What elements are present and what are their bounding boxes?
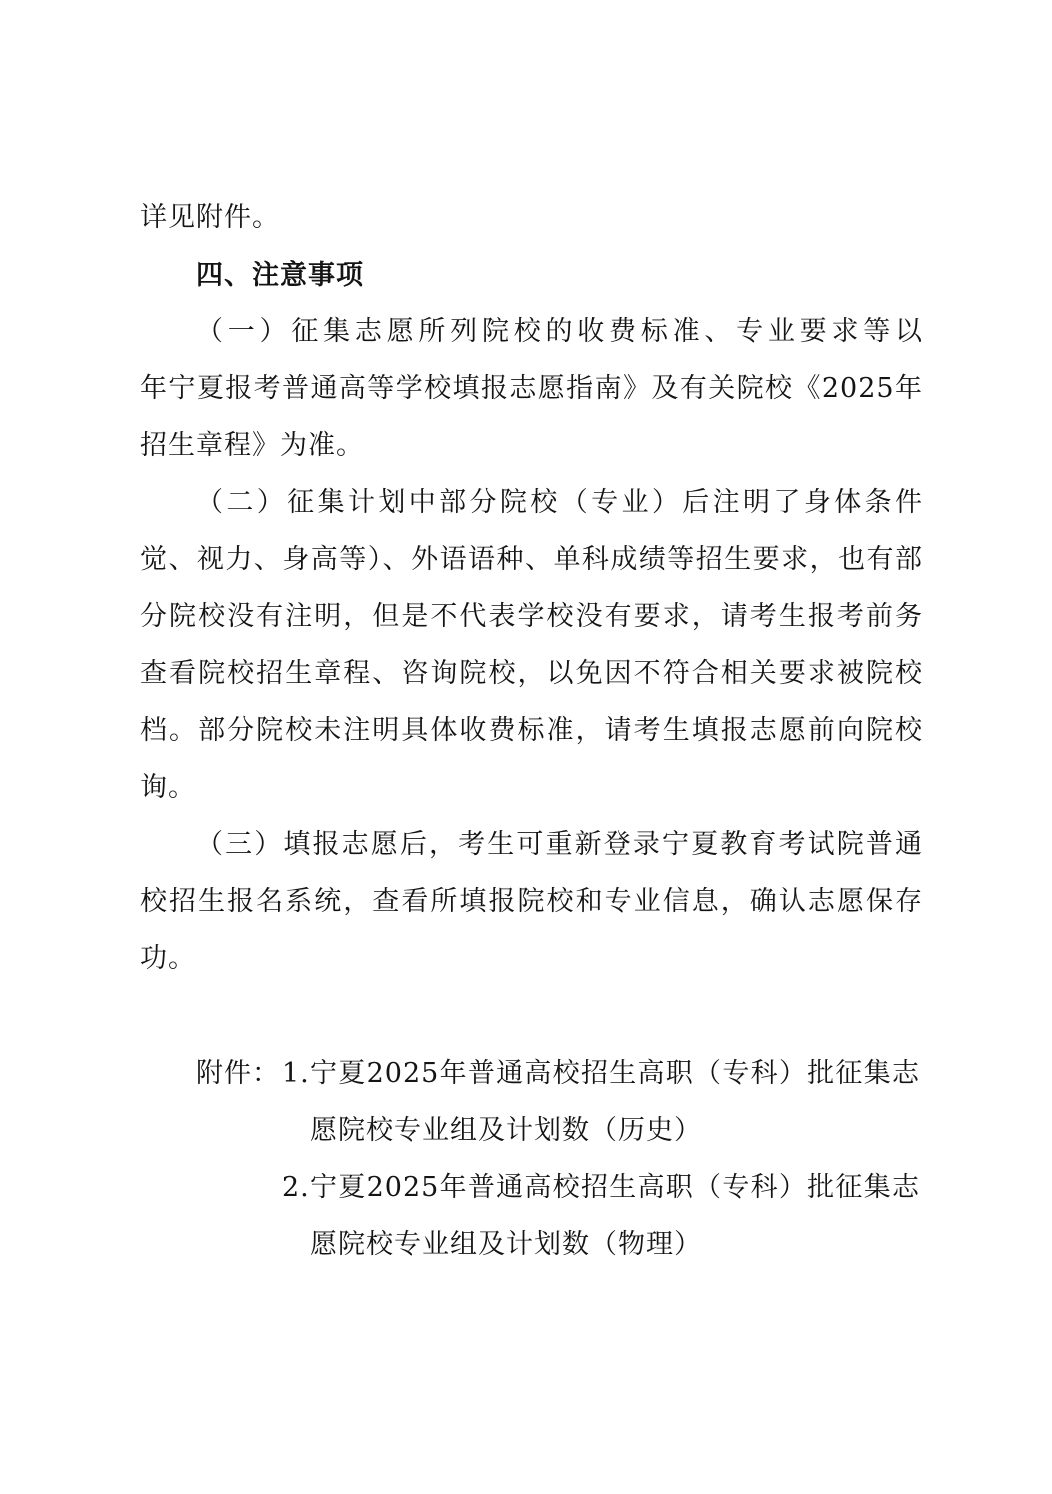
paragraph-line: （三）填报志愿后，考生可重新登录宁夏教育考试院普通 bbox=[196, 829, 923, 860]
paragraph-line: 询。 bbox=[140, 772, 196, 803]
paragraph-line: 查看院校招生章程、咨询院校，以免因不符合相关要求被院校 bbox=[140, 658, 923, 689]
paragraph-line: 校招生报名系统，查看所填报院校和专业信息，确认志愿保存 bbox=[140, 886, 923, 917]
paragraph-line: 年宁夏报考普通高等学校填报志愿指南》及有关院校《2025年 bbox=[140, 373, 923, 404]
attachment-item-1-continuation: 愿院校专业组及计划数（历史） bbox=[310, 1115, 702, 1146]
attachment-item-2: 2.宁夏2025年普通高校招生高职（专科）批征集志 bbox=[282, 1172, 920, 1203]
paragraph-line: 分院校没有注明，但是不代表学校没有要求，请考生报考前务 bbox=[140, 601, 923, 632]
paragraph-line: 档。部分院校未注明具体收费标准，请考生填报志愿前向院校 bbox=[140, 715, 923, 746]
paragraph-line: 觉、视力、身高等）、外语语种、单科成绩等招生要求，也有部 bbox=[140, 544, 923, 575]
attachment-item-1: 1.宁夏2025年普通高校招生高职（专科）批征集志 bbox=[282, 1058, 920, 1089]
paragraph-line: （一）征集志愿所列院校的收费标准、专业要求等以 bbox=[196, 316, 923, 347]
section-heading: 四、注意事项 bbox=[196, 260, 364, 291]
paragraph-line: （二）征集计划中部分院校（专业）后注明了身体条件 bbox=[196, 487, 923, 518]
paragraph-line: 详见附件。 bbox=[140, 202, 280, 233]
attachments-label: 附件： bbox=[196, 1058, 280, 1089]
paragraph-line: 功。 bbox=[140, 943, 196, 974]
paragraph-line: 招生章程》为准。 bbox=[140, 430, 364, 461]
attachment-item-2-continuation: 愿院校专业组及计划数（物理） bbox=[310, 1229, 702, 1260]
